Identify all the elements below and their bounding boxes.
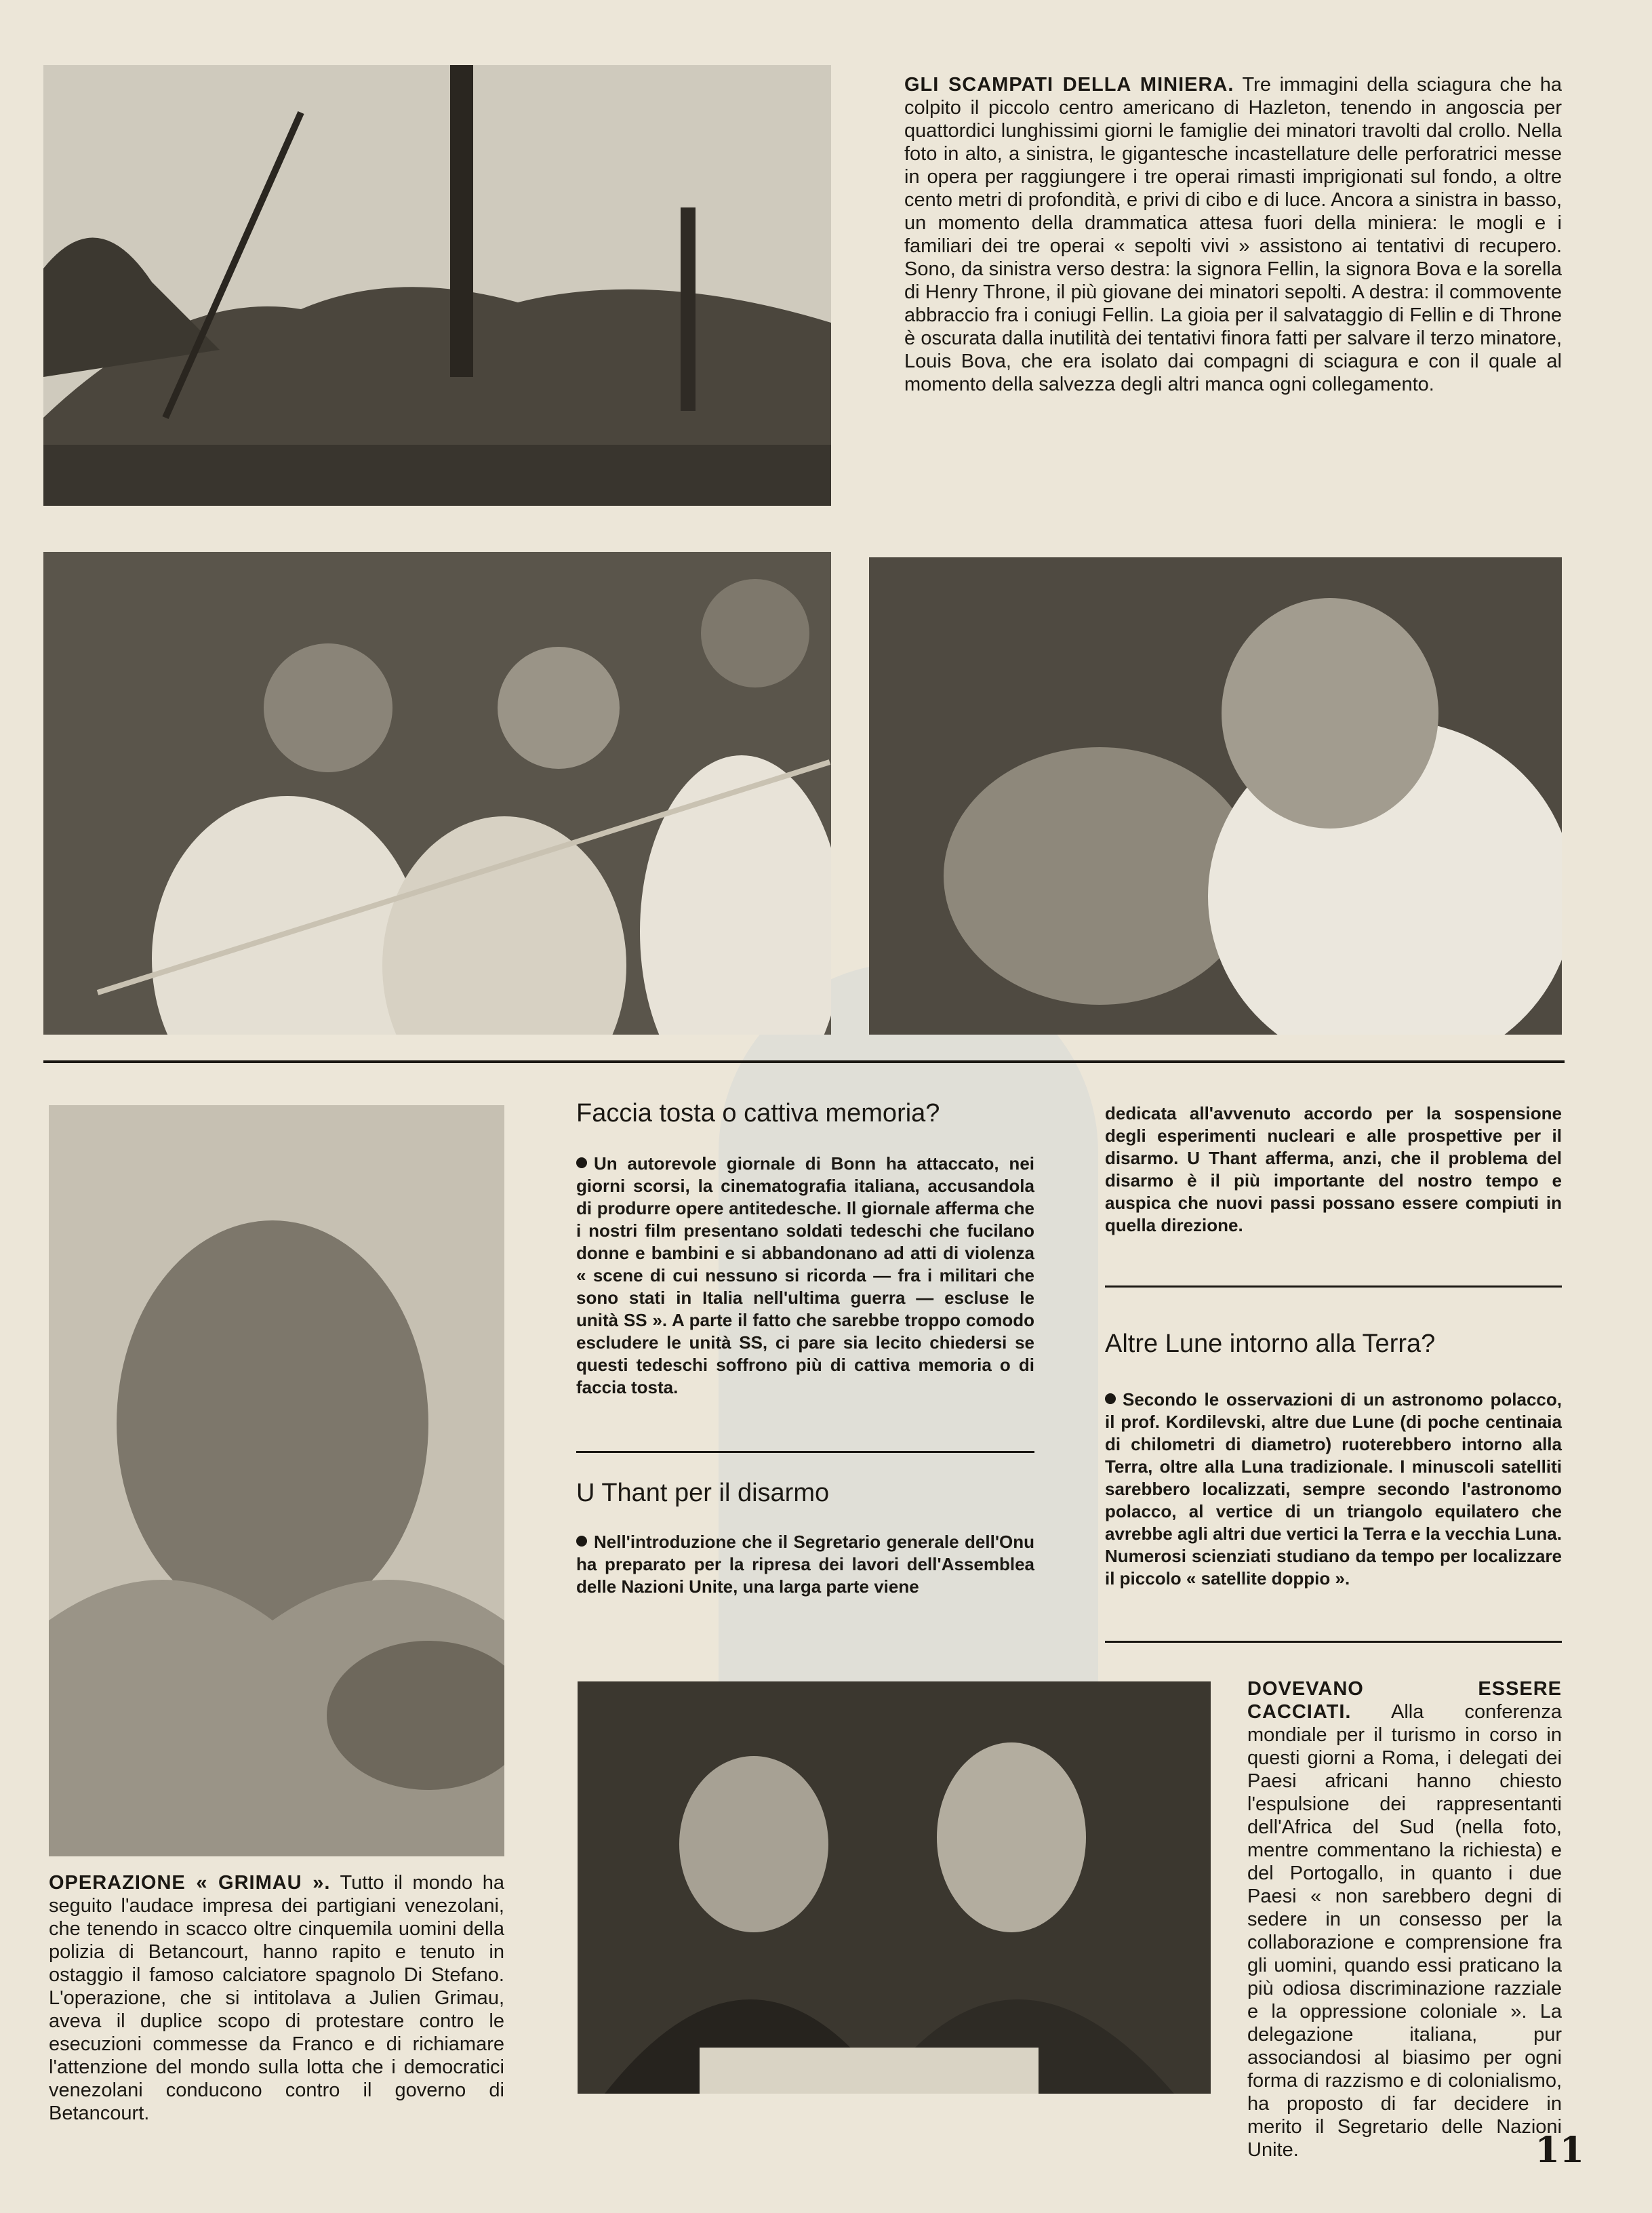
article-divider [1105, 1641, 1562, 1643]
caption-text: Alla conferenza mondiale per il turismo in corso in questi giorni a Roma, i delegati dei Paesi africani hanno chiesto l'espulsione dei rappresentanti dell'Africa del Sud (nella foto, mentre commentano la richiesta) e del Portogallo, in quanto i due Paesi « non sarebbero degni di sedere in un consesso per la collaborazione e comprensione fra gli uomini, quando essi praticano la più odiosa discriminazione razziale e la oppressione coloniale ». La delegazione italiana, pur associandosi al biasimo per ogni forma di razzismo e di colonialismo, ha proposto di far decidere in merito il Segretario delle Nazioni Unite. [1247, 1701, 1562, 2161]
bullet-icon [576, 1157, 587, 1168]
article-body [576, 1531, 1034, 1598]
caption-title: OPERAZIONE « GRIMAU ». [49, 1872, 331, 1894]
photo-fellin-embrace [869, 557, 1562, 1035]
photo-grimau-portrait [49, 1105, 504, 1856]
article-text: Secondo le osservazioni di un astronomo polacco, il prof. Kordilevski, altre due Lune (di poche centinaia di chilometri di diametro) ruoterebbero intorno alla Terra, oltre alla Luna tradizionale. I minuscoli satelliti sarebbero localizzati, sempre secondo l'astronomo polacco, al vertice di un triangolo equilatero che avrebbe agli altri due vertici la Terra e la vecchia Luna. Numerosi scienziati studiano da tempo per localizzare il piccolo « satellite doppio ». [1105, 1389, 1562, 1589]
caption-title: DOVEVANO ESSERE CACCIATI. [1247, 1678, 1562, 1723]
article-divider [1105, 1285, 1562, 1288]
photo-delegates [578, 1681, 1211, 2094]
caption-text: Tre immagini della sciagura che ha colpito il piccolo centro americano di Hazleton, tenendo in angoscia per quattordici lunghissimi giorni le famiglie dei minatori travolti dal crollo. Nella foto in alto, a sinistra, le gigantesche incastellature delle perforatrici messe in opera per raggiungere i tre operai rimasti imprigionati sul fondo, a oltre cento metri di profondità, e privi di cibo e di luce. Ancora a sinistra in basso, un momento della drammatica attesa fuori della miniera: le mogli e i familiari dei tre operai « sepolti vivi » assistono ai tentativi di recupero. Sono, da sinistra verso destra: la signora Fellin, la signora Bova e la sorella di Henry Throne, il più giovane dei minatori sepolti. A destra: il commovente abbraccio fra i coniugi Fellin. La gioia per il salvataggio di Fellin e di Throne è oscurata dalla inutilità dei tentativi finora fatti per salvare il terzo minatore, Louis Bova, che era isolato dai compagni di sciagura e con il quale al momento della salvezza degli altri manca ogni collegamento. [904, 74, 1562, 395]
article-text: Nell'introduzione che il Segretario generale dell'Onu ha preparato per la ripresa dei lavori dell'Assemblea delle Nazioni Unite, una larga parte viene [576, 1532, 1034, 1597]
article-headline: U Thant per il disarmo [576, 1479, 830, 1507]
article-divider [576, 1451, 1034, 1453]
caption-dovevano-essere-cacciati [1247, 1677, 1562, 2161]
article-text: Un autorevole giornale di Bonn ha attaccato, nei giorni scorsi, la cinematografia italiana, accusandola di produrre opere antitedesche. Il giornale afferma che i nostri film presentano soldati tedeschi che fucilano donne e bambini e si abbandonano ad atti di violenza « scene di cui nessuno si ricorda — fra i militari che sono stati in Italia nell'ultima guerra — escluse le unità SS ». A parte il fatto che sarebbe troppo comodo escludere le unità SS, ci pare sia lecito chiedersi se questi tedeschi soffrono più di cattiva memoria o di faccia tosta. [576, 1153, 1034, 1397]
article-body [1105, 1389, 1562, 1590]
caption-text: Tutto il mondo ha seguito l'audace impresa dei partigiani venezolani, che tenendo in scacco oltre cinquemila uomini della polizia di Betancourt, hanno rapito e tenuto in ostaggio il famoso calciatore spagnolo Di Stefano. L'operazione, che si intitolava a Julien Grimau, aveva il duplice scopo di protestare contro le esecuzioni commesse da Franco e di richiamare l'attenzione del mondo sulla lotta che i democratici venezolani conducono contro il governo di Betancourt. [49, 1872, 505, 2124]
section-divider [43, 1060, 1565, 1063]
caption-title: GLI SCAMPATI DELLA MINIERA. [904, 74, 1234, 96]
photo-families-waiting [43, 552, 831, 1035]
article-body [576, 1153, 1034, 1399]
caption-mine-survivors [904, 73, 1562, 396]
bullet-icon [1105, 1393, 1116, 1404]
article-continuation: dedicata all'avvenuto accordo per la sospensione degli esperimenti nucleari e alle prospettive per il disarmo. U Thant afferma, anzi, che il problema del disarmo è il più importante del nostro tempo e auspica che nuovi passi possano essere compiuti in quella direzione. [1105, 1103, 1562, 1235]
article-headline: Altre Lune intorno alla Terra? [1105, 1330, 1436, 1358]
photo-mine-drilling-rigs [43, 65, 831, 506]
page-number: 11 [1535, 2130, 1584, 2171]
article-headline: Faccia tosta o cattiva memoria? [576, 1099, 940, 1128]
bullet-icon [576, 1536, 587, 1547]
caption-grimau [49, 1871, 504, 2125]
